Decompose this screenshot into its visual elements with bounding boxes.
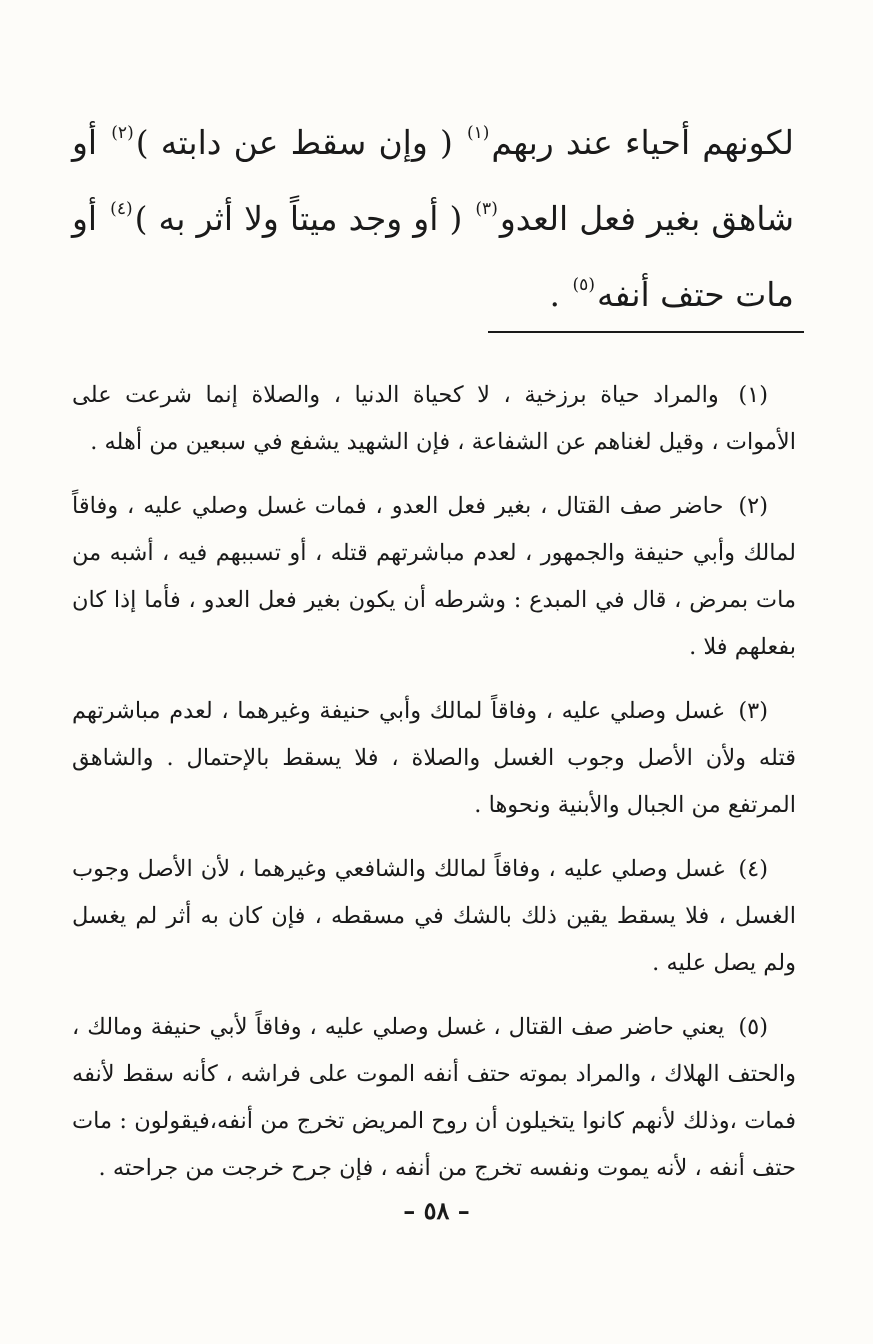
footnote-number: (٥) [738,1014,768,1040]
footnotes-section [72,372,796,1209]
footnote-number: (٣) [738,698,768,724]
main-text-segment: أو شاهق بغير فعل العدو [72,123,794,238]
footnote-2 [72,483,796,671]
main-text-segment: . [549,275,561,314]
footnote-reference: (٤) [110,199,133,219]
footnote-3 [72,688,796,829]
page-number: – ٥٨ – [403,1196,470,1225]
footnote-reference: (٣) [475,199,498,219]
footnote-4 [72,846,796,987]
footnote-5 [72,1004,796,1192]
footnote-1 [72,372,796,466]
footnote-reference: (١) [467,123,490,143]
footnote-text: غسل وصلي عليه ، وفاقاً لمالك والشافعي وغيرهما ، لأن الأصل وجوب الغسل ، فلا يسقط يقين ذلك بالشك في مسقطه ، فإن كان به أثر لم يغسل ولم يصل عليه . [72,856,796,976]
footnote-number: (١) [738,382,768,408]
footnote-number: (٤) [738,856,768,882]
footnote-reference: (٢) [111,123,134,143]
main-text-segment: لكونهم أحياء عند ربهم [491,123,794,162]
main-text-segment: أو مات حتف أنفه [72,199,794,314]
footnote-text: حاضر صف القتال ، بغير فعل العدو ، فمات غسل وصلي عليه ، وفاقاً لمالك وأبي حنيفة والجمهور ، لعدم مباشرتهم قتله ، أو تسببهم فيه ، أشبه من مات بمرض ، قال في المبدع : وشرطه أن يكون بغير فعل العدو ، فأما إذا كان بفعلهم فلا . [72,493,796,660]
footnote-divider [488,331,804,333]
main-text-segment: ( وإن سقط عن دابته ) [135,123,453,162]
main-text [72,108,794,336]
footnote-reference: (٥) [572,275,595,295]
footnote-text: والمراد حياة برزخية ، لا كحياة الدنيا ، والصلاة إنما شرعت على الأموات ، وقيل لغناهم عن الشفاعة ، فإن الشهيد يشفع في سبعين من أهله . [72,382,796,455]
footnote-number: (٢) [738,493,768,519]
footnote-text: يعني حاضر صف القتال ، غسل وصلي عليه ، وفاقاً لأبي حنيفة ومالك ، والحتف الهلاك ، والمراد بموته حتف أنفه الموت على فراشه ، كأنه سقط لأنفه فمات ،وذلك لأنهم كانوا يتخيلون أن روح المريض تخرج من أنفه،فيقولون : مات حتف أنفه ، لأنه يموت ونفسه تخرج من أنفه ، فإن جرح خرجت من جراحته . [72,1014,796,1181]
footnote-text: غسل وصلي عليه ، وفاقاً لمالك وأبي حنيفة وغيرهما ، لعدم مباشرتهم قتله ولأن الأصل وجوب الغسل والصلاة ، فلا يسقط بالإحتمال . والشاهق المرتفع من الجبال والأبنية ونحوها . [72,698,796,818]
main-text-segment: ( أو وجد ميتاً ولا أثر به ) [134,199,463,238]
